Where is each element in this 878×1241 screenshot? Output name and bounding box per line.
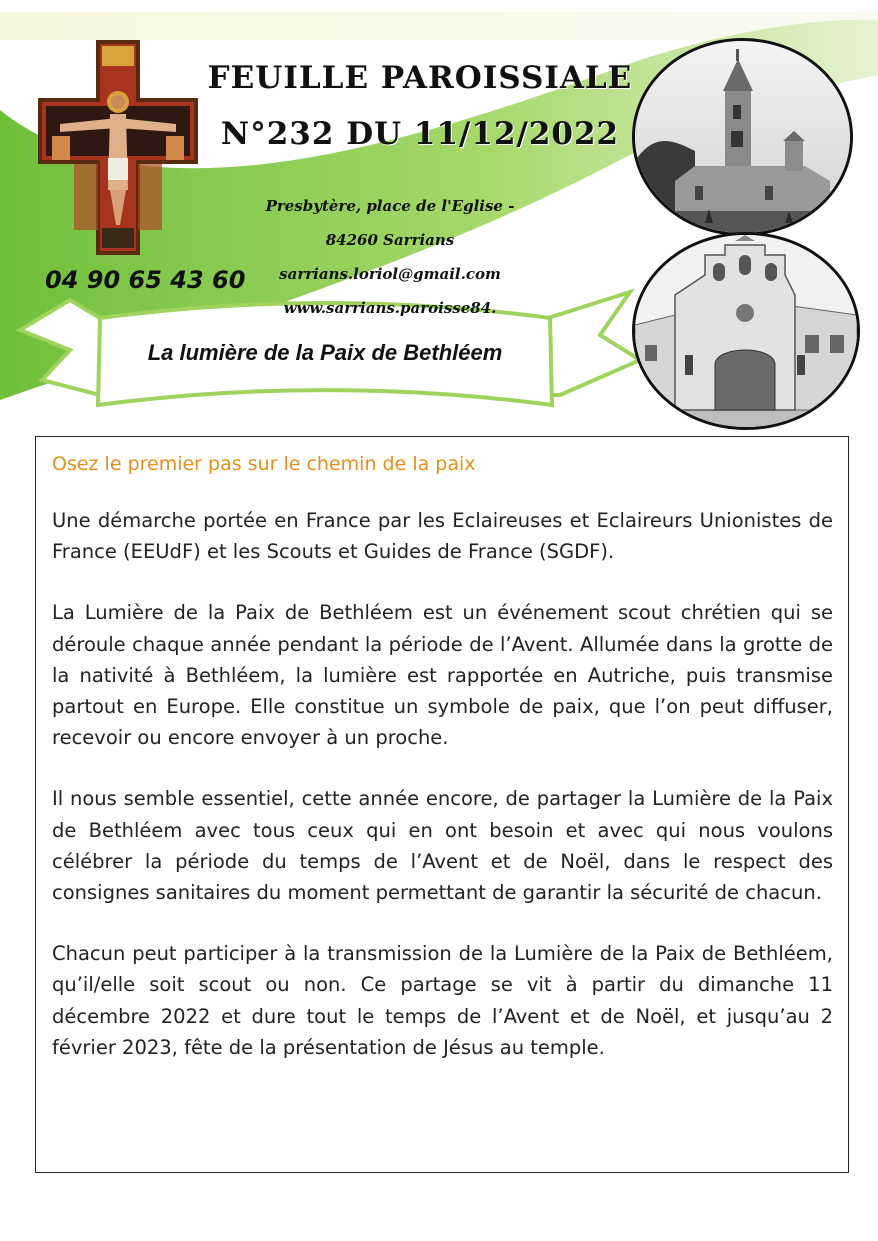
church-facade-drawing-icon [635,235,857,427]
article-paragraph-1: Une démarche portée en France par les Eclaireuses et Eclaireurs Unionistes de France (EEUdF) et les Scouts et Guides de France (SGDF). [52,509,833,564]
address-line-2: 84260 Sarrians [325,231,455,249]
address-line-1: Presbytère, place de l'Eglise - [265,197,515,215]
church-photo [632,38,853,236]
church-tower-photo-icon [635,41,850,233]
cross-icon [38,40,198,255]
article-box [35,436,849,1173]
bulletin-title: FEUILLE PAROISSIALE [207,60,633,96]
article-paragraph-2: La Lumière de la Paix de Bethléem est un événement scout chrétien qui se déroule chaque année pendant la période de l’Avent. Allumée dans la grotte de la nativité à Bethléem, la lumière est rapportée en Autriche, puis transmise partout en Europe. Elle constitue un symbole de paix, que l’on peut diffuser, recevoir ou encore envoyer à un proche. [52,601,833,750]
header [0,0,878,430]
article-paragraph-4: Chacun peut participer à la transmission de la Lumière de la Paix de Bethléem, qu’il/elle soit scout ou non. Ce partage se vit à partir du dimanche 11 décembre 2022 et dure tout le temps de l’Avent et de Noël, et jusqu’au 2 février 2023, fête de la présentation de Jésus au temple. [52,942,833,1059]
website-link[interactable]: www.sarrians.paroisse84. [283,299,497,317]
church-drawing [632,232,860,430]
article-heading: Osez le premier pas sur le chemin de la paix [52,453,476,475]
email-link[interactable]: sarrians.loriol@gmail.com [279,265,501,283]
phone-number: 04 90 65 43 60 [45,266,246,294]
article-paragraph-3: Il nous semble essentiel, cette année encore, de partager la Lumière de la Paix de Bethléem avec tous ceux qui en ont besoin et avec qui nous voulons célébrer la période du temps de l’Avent et de Noël, dans le respect des consignes sanitaires du moment permettant de garantir la sécurité de chacun. [52,787,833,905]
banner-title: La lumière de la Paix de Bethléem [147,340,503,365]
bulletin-number-date: N°232 DU 11/12/2022 [220,116,620,152]
